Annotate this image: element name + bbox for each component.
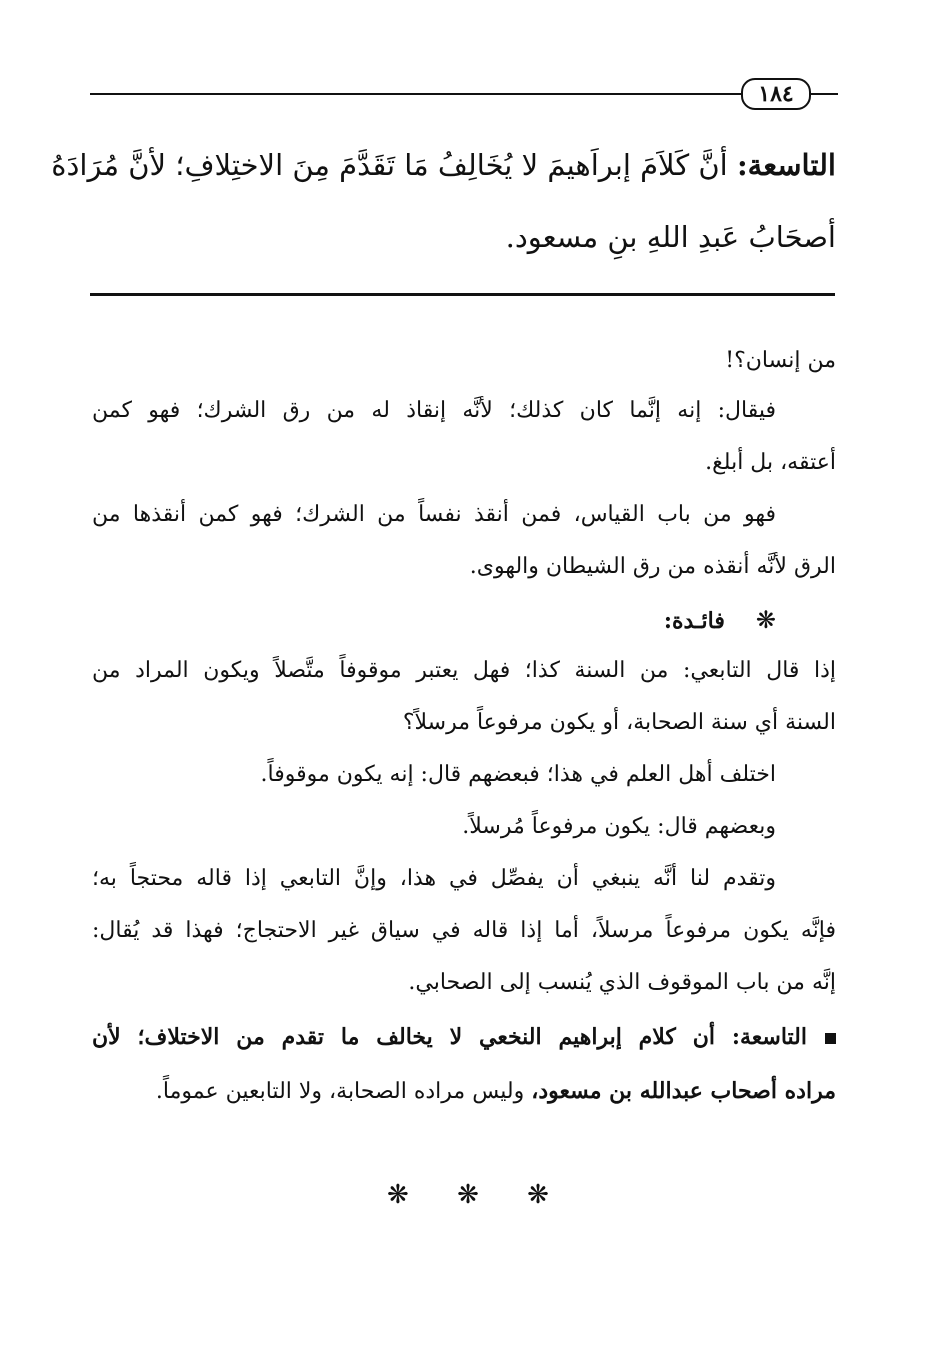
summary-text-1: التاسعة: أن كلام إبراهيم النخعي لا يخالف ما تقدم من الاختلاف؛ لأن [92,1024,807,1050]
page-number: ١٨٤ [741,78,811,110]
asterism-icon: ❋ [457,1180,479,1210]
asterism-icon: ❋ [755,606,776,634]
commentary-line: من إنسان؟! [725,348,836,373]
asterism-icon: ❋ [527,1180,549,1210]
commentary-line: الرق لأنَّه أنقذه من رق الشيطان والهوى. [469,554,836,579]
faida-heading [664,606,776,634]
commentary-line: إنَّه من باب الموقوف الذي يُنسب إلى الصحابي. [408,970,836,995]
matn-text-1: أنَّ كَلاَمَ إبراَهيمَ لا يُخَالِفُ مَا تَقَدَّمَ مِنَ الاختِلافِ؛ لأنَّ مُرَادَهُ [51,148,728,182]
commentary-line: فإنَّه يكون مرفوعاً مرسلاً، أما إذا قاله في سياق غير الاحتجاج؛ فهذا قد يُقال: [92,918,836,943]
summary-line-1 [92,1024,836,1050]
commentary-line: السنة أي سنة الصحابة، أو يكون مرفوعاً مرسلاً؟ [402,710,836,735]
matn-label: التاسعة: [736,148,836,182]
matn-line-1 [51,148,836,182]
commentary-line: اختلف أهل العلم في هذا؛ فبعضهم قال: إنه يكون موقوفاً. [260,762,776,787]
header-rule [90,93,838,95]
matn-line-2: أصحَابُ عَبدِ اللهِ بنِ مسعود. [505,220,836,254]
square-bullet-icon [825,1033,836,1044]
commentary-line: فهو من باب القياس، فمن أنقذ نفساً من الشرك؛ فهو كمن أنقذها من [92,502,776,527]
commentary-line: فيقال: إنه إنَّما كان كذلك؛ لأنَّه إنقاذ له من رق الشرك؛ فهو كمن [92,398,776,423]
commentary-line: وتقدم لنا أنَّه ينبغي أن يفصِّل في هذا، وإنَّ التابعي إذا قاله محتجاً به؛ [92,866,776,891]
commentary-line: وبعضهم قال: يكون مرفوعاً مُرسلاً. [462,814,776,839]
end-ornament [0,1180,936,1210]
asterism-icon: ❋ [387,1180,409,1210]
summary-text-2-rest: وليس مراده الصحابة، ولا التابعين عموماً. [155,1079,525,1104]
summary-line-2 [156,1078,836,1104]
commentary-line: أعتقه، بل أبلغ. [705,450,836,475]
faida-label: فائـدة: [663,608,725,634]
commentary-line: إذا قال التابعي: من السنة كذا؛ فهل يعتبر موقوفاً متَّصلاً ويكون المراد من [92,658,836,683]
summary-text-2-bold: مراده أصحاب عبدالله بن مسعود، [531,1078,836,1104]
section-separator [90,293,835,296]
